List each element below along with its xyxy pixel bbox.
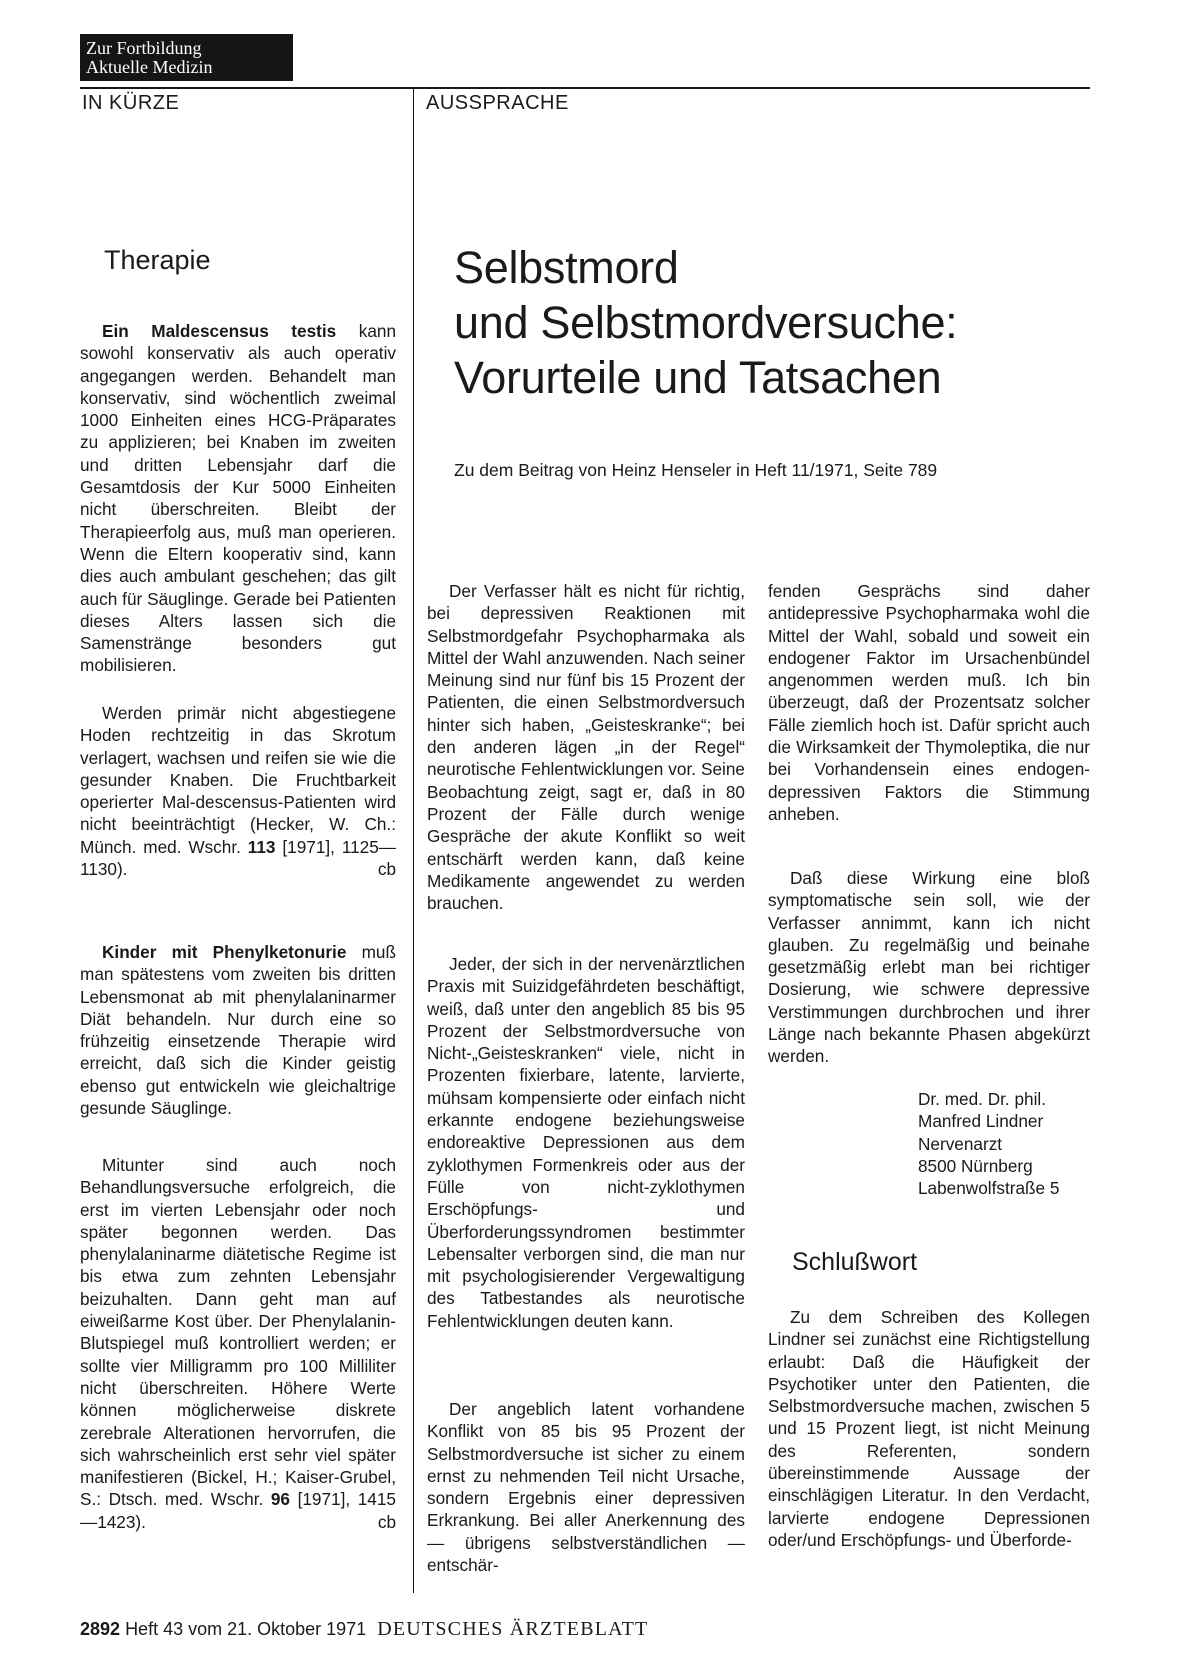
therapie-p2-tail: [1971], 1125—1130). <box>80 836 396 880</box>
therapie-p4-text: Mitunter sind auch noch Behandlungsversuche erfolgreich, die erst im vierten Lebensjahr oder noch später begonnen werden. Das phenylalaninarme diätetische Regime ist bis etwa zum zehnten Lebensjahr beizuhalten. Dann geht man auf eiweißarme Kost über. Der Phenylalanin-Blutspiegel muß kontrolliert werden; er sollte vier Milligramm pro 100 Milliliter nicht überschreiten. Höhere Werte können möglicherweise diskrete zerebrale Alterationen hervorrufen, die sich wahrscheinlich erst sehr viel später manifestieren (Bickel, H.; Kaiser-Grubel, S.: Dtsch. med. Wschr. <box>80 1155 396 1510</box>
article-col1-p3-text: Der angeblich latent vorhandene Konflikt von 85 bis 95 Prozent der Selbstmordversuche ist sicher zu einem ernst zu nehmenden Teil nicht Ursache, sondern Ergebnis einer depressiven Erkrankung. Bei aller Anerkennung des — übrigens selbstverständlichen — entschär- <box>427 1399 745 1576</box>
column-divider <box>413 88 414 1593</box>
article-title-line-2: und Selbstmordversuche: <box>454 297 958 348</box>
article-title-line-3: Vorurteile und Tatsachen <box>454 352 942 403</box>
therapie-p3-bold: Kinder mit Phenylketonurie <box>102 942 347 962</box>
right-section-label: AUSSPRACHE <box>426 92 569 114</box>
article-col1-p2-text: Jeder, der sich in der nervenärztlichen Praxis mit Suizidgefährdeten beschäftigt, weiß, daß unter den angeblich 85 bis 95 Prozent der Selbstmordversuche von Nicht-„Geisteskranken“ viele, nicht in Prozenten fixierbare, latente, larvierte, mühsam kompensierte oder einfach nicht erkannte endogene beziehungsweise endoreaktive Depressionen aus dem zyklothymen Formenkreis oder aus der Fülle von nicht-zyklothymen Erschöpfungs- und Überforderungssyndromen bestimmter Lebensalter verborgen sind, die man nur mit psychologisierender Vergewaltigung des Tatbestandes als neurotische Fehlentwicklungen deuten kann. <box>427 954 745 1331</box>
therapie-p2-text: Werden primär nicht abgestiegene Hoden rechtzeitig in das Skrotum verlagert, wachsen und reifen sie wie die gesunder Knaben. Die Fruchtbarkeit operierter Mal-descensus-Patienten wird nicht beeinträchtigt (Hecker, W. Ch.: Münch. med. Wschr. <box>80 703 396 857</box>
article-col2-paragraph-1 <box>768 580 1090 825</box>
article-col1-paragraph-1 <box>427 580 745 914</box>
article-col1-paragraph-2 <box>427 953 745 1332</box>
signature-line-1: Dr. med. Dr. phil. <box>918 1089 1046 1109</box>
header-rule <box>80 87 1090 89</box>
schlusswort-text: Zu dem Schreiben des Kollegen Lindner sei zunächst eine Richtigstellung erlaubt: Daß die Häufigkeit der Psychotiker unter den Patienten, die Selbstmordversuche machen, zwischen 5 und 15 Prozent liegt, ist nicht Meinung des Referenten, sondern übereinstimmende Aussage der einschlägigen Literatur. In den Verdacht, larvierte endogene Depressionen oder/und Erschöpfungs- und Überforde- <box>768 1307 1090 1550</box>
article-col1-paragraph-3 <box>427 1398 745 1576</box>
article-subtitle: Zu dem Beitrag von Heinz Henseler in Heft 11/1971, Seite 789 <box>454 460 938 480</box>
article-title <box>454 240 1094 405</box>
therapie-paragraph-1 <box>80 320 396 677</box>
page-footer <box>80 1618 648 1641</box>
therapie-paragraph-2 <box>80 702 396 880</box>
article-col1-p1-text: Der Verfasser hält es nicht für richtig, bei depressiven Reaktionen mit Selbstmordgefahr Psychopharmaka als Mittel der Wahl anzuwenden. Nach seiner Meinung sind nur fünf bis 15 Prozent der Patienten, die einen Selbstmordversuch hinter sich haben, „Geisteskranke“; bei den anderen lägen „in der Regel“ neurotische Fehlentwicklungen vor. Seine Beobachtung zeigt, sagt er, daß in 80 Prozent der Fälle durch wenige Gespräche der akute Konflikt so weit entschärft werden kann, daß keine Medikamente angewendet zu werden brauchen. <box>427 581 745 914</box>
banner-line-2: Aktuelle Medizin <box>86 57 213 77</box>
schlusswort-paragraph <box>768 1306 1090 1551</box>
signature-line-4: 8500 Nürnberg <box>918 1155 1033 1176</box>
issue-info: Heft 43 vom 21. Oktober 1971 <box>125 1619 367 1639</box>
therapie-p1-bold: Ein Maldescensus testis <box>102 321 337 341</box>
article-col2-p2-text: Daß diese Wirkung eine bloß symptomatische sein soll, wie der Verfasser annimmt, kann ich nicht glauben. Zu regelmäßig und beinahe gesetzmäßig erlebt man bei richtiger Dosierung, wie schwere depressive Verstimmungen durchbrochen und ihrer Länge nach bekannte Phasen abgekürzt werden. <box>768 868 1090 1067</box>
therapie-p3-text: muß man spätestens vom zweiten bis dritten Lebensmonat ab mit phenylalaninarmer Diät behandeln. Nur durch eine so frühzeitig einsetzende Therapie wird erreicht, daß sich die Kinder geistig ebenso gut entwickeln wie gleichaltrige gesunde Säuglinge. <box>80 942 396 1119</box>
left-section-label: IN KÜRZE <box>82 92 180 114</box>
article-col2-p1-text: fenden Gesprächs sind daher antidepressive Psychopharmaka wohl die Mittel der Wahl, sobald und soweit ein endogener Faktor im Ursachenbündel angenommen werden muß. Ich bin überzeugt, daß der Prozentsatz solcher Fälle ziemlich hoch ist. Dafür spricht auch die Wirksamkeit der Thymoleptika, die nur bei Vorhandensein eines endogen-depressiven Faktors die Stimmung anheben. <box>768 581 1090 824</box>
article-title-line-1: Selbstmord <box>454 242 679 293</box>
signature-line-3: Nervenarzt <box>918 1133 1003 1154</box>
signature-line-2: Manfred Lindner <box>918 1111 1044 1132</box>
therapie-p1-text: kann sowohl konservativ als auch operativ angegangen werden. Behandelt man konservativ, sind wöchentlich zweimal 1000 Einheiten eines HCG-Präparates zu applizieren; bei Knaben im zweiten und dritten Lebensjahr darf die Gesamtdosis der Kur 5000 Einheiten nicht überschreiten. Bleibt der Therapieerfolg aus, muß man operieren. Wenn die Eltern kooperativ sind, kann dies auch ambulant geschehen; das gilt auch für Säuglinge. Gerade bei Patienten dieses Alters lassen sich die Samenstränge besonders gut mobilisieren. <box>80 321 396 676</box>
banner-line-1: Zur Fortbildung <box>86 38 202 58</box>
therapie-p4-bold: 96 <box>270 1489 290 1510</box>
page-number: 2892 <box>80 1619 121 1639</box>
therapie-paragraph-3 <box>80 941 396 1119</box>
signature-block <box>918 1088 1059 1199</box>
therapie-p4-sign: cb <box>377 1511 396 1532</box>
therapie-p2-sign: cb <box>377 859 396 880</box>
signature-line-5: Labenwolfstraße 5 <box>918 1178 1060 1199</box>
therapie-p4-tail: [1971], 1415—1423). <box>80 1489 396 1532</box>
therapie-p2-bold: 113 <box>247 836 276 857</box>
therapie-heading: Therapie <box>104 245 211 275</box>
schlusswort-heading: Schlußwort <box>792 1248 918 1276</box>
article-col2-paragraph-2 <box>768 867 1090 1068</box>
section-banner <box>80 34 293 81</box>
therapie-paragraph-4 <box>80 1154 396 1533</box>
journal-name: DEUTSCHES ÄRZTEBLATT <box>377 1618 649 1640</box>
